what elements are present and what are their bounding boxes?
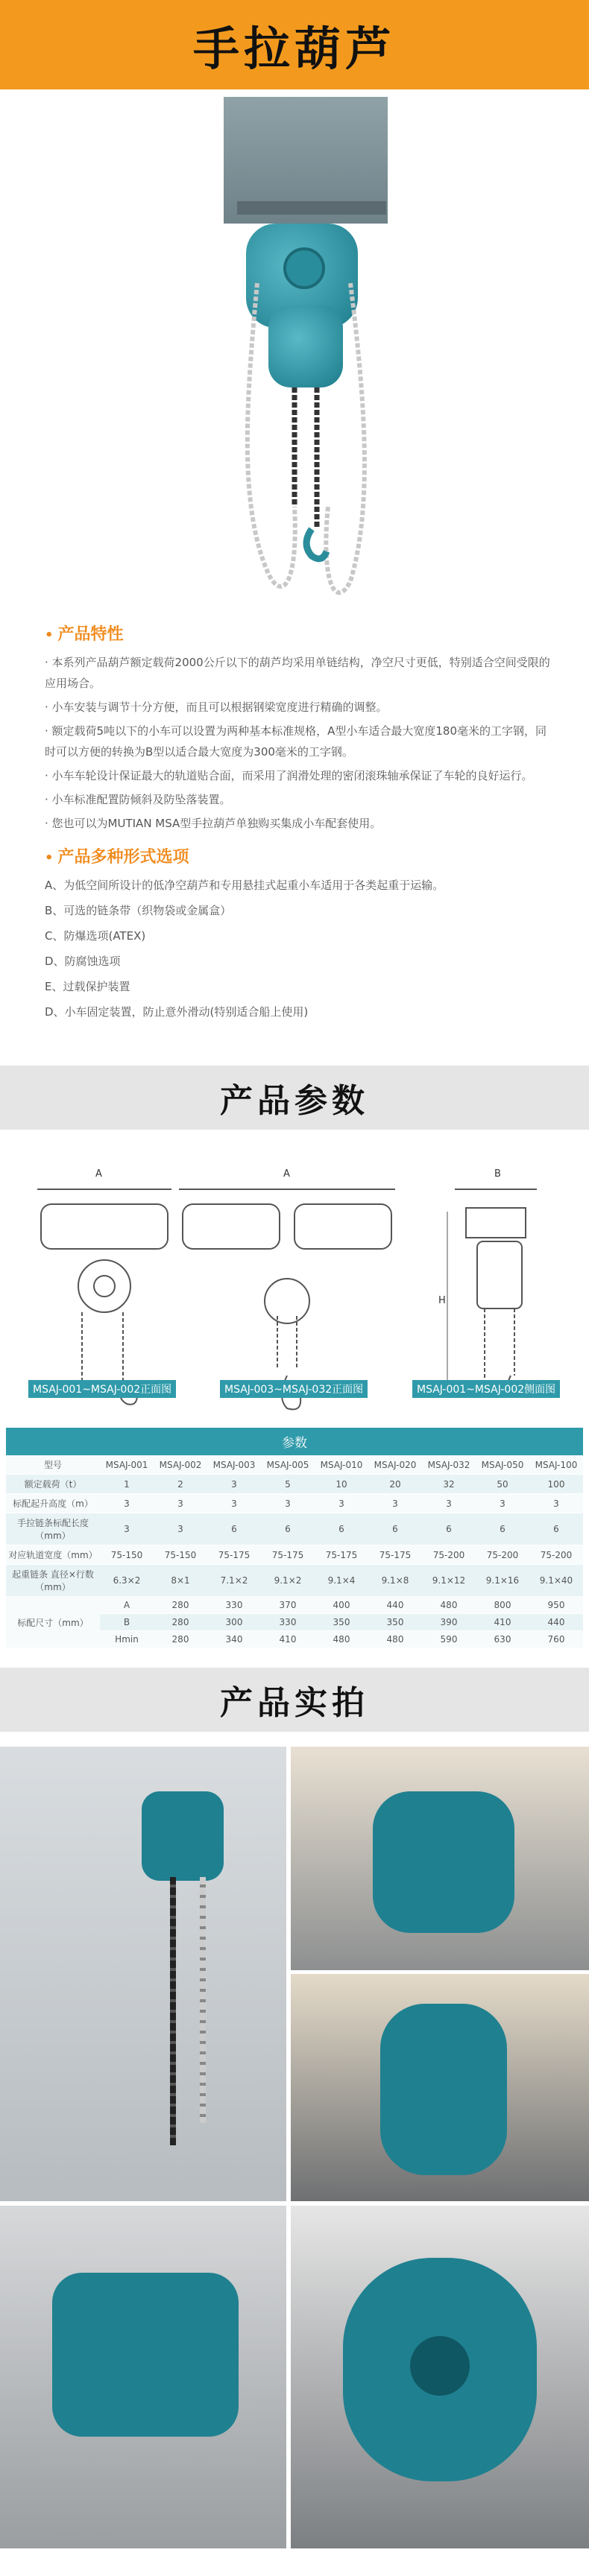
dimension-label-b: B <box>494 1168 501 1180</box>
hero-product-image <box>0 89 589 604</box>
feature-item: · 额定载荷5吨以下的小车可以设置为两种基本标准规格，A型小车适合最大宽度180毫米的工字钢，同时可以方便的转换为B型以适合最大宽度为300毫米的工字钢。 <box>45 724 547 759</box>
feature-item: · 小车标准配置防倾斜及防坠落装置。 <box>45 793 231 806</box>
option-item: D、防腐蚀选项 <box>45 955 121 968</box>
photos-title: 产品实拍 <box>220 1684 369 1722</box>
diagram-caption: MSAJ-001~MSAJ-002侧面图 <box>412 1380 560 1398</box>
params-title: 产品参数 <box>220 1082 369 1120</box>
feature-item: · 小车车轮设计保证最大的轨道贴合面，而采用了润滑处理的密闭滚珠轴承保证了车轮的良好运行。 <box>45 769 533 782</box>
chain-illustration <box>0 89 589 604</box>
table-row: 额定载荷（t） 1 2 3 5 10 20 32 50 100 <box>6 1475 583 1494</box>
feature-item: · 小车安装与调节十分方便，而且可以根据钢梁宽度进行精确的调整。 <box>45 700 388 714</box>
bullet-dot-icon: • <box>45 850 54 866</box>
feature-item: · 您也可以为MUTIAN MSA型手拉葫芦单独购买集成小车配套使用。 <box>45 817 382 830</box>
bullet-dot-icon: • <box>45 627 54 643</box>
option-item: C、防爆选项(ATEX) <box>45 929 146 943</box>
table-row: 起重链条 直径×行数（mm） 6.3×2 8×1 7.1×2 9.1×2 9.1×4 9.1×8 9.1×12 9.1×16 9.1×40 <box>6 1565 583 1597</box>
params-section-header <box>0 1066 589 1130</box>
table-title: 参数 <box>6 1428 583 1455</box>
option-item: A、为低空间所设计的低净空葫芦和专用悬挂式起重小车适用于各类起重于运输。 <box>45 879 444 892</box>
dimension-label-a: A <box>95 1168 102 1180</box>
table-header-row: 型号 MSAJ-001 MSAJ-002 MSAJ-003 MSAJ-005 MSAJ-010 MSAJ-020 MSAJ-032 MSAJ-050 MSAJ-100 <box>6 1455 583 1475</box>
dimension-label-h: H <box>438 1295 446 1306</box>
page-title: 手拉葫芦 <box>192 21 396 76</box>
table-row: 手拉链条标配长度（mm） 3 3 6 6 6 6 6 6 6 <box>6 1513 583 1545</box>
option-item: B、可选的链条带（织物袋或金属盒） <box>45 904 232 917</box>
product-photo <box>0 2206 286 2548</box>
option-item: D、小车固定装置，防止意外滑动(特别适合船上使用) <box>45 1005 309 1019</box>
table-row: 标配起升高度（m） 3 3 3 3 3 3 3 3 3 <box>6 1494 583 1513</box>
features-section <box>0 604 589 1066</box>
features-heading: • 产品特性 <box>45 625 124 644</box>
table-row: 标配尺寸（mm） A 280 330 370 400 440 480 800 950 <box>6 1597 583 1614</box>
dimension-label-a: A <box>283 1168 290 1180</box>
title-banner <box>0 0 589 89</box>
table-row: B 280 300 330 350 350 390 410 440 <box>6 1614 583 1631</box>
product-photo <box>0 1747 286 2201</box>
options-heading: • 产品多种形式选项 <box>45 848 189 867</box>
feature-item: · 本系列产品葫芦额定载荷2000公斤以下的葫芦均采用单链结构，净空尺寸更低，特别适合空间受限的应用场合。 <box>45 656 550 690</box>
product-photo <box>291 1974 589 2201</box>
diagram-caption: MSAJ-003~MSAJ-032正面图 <box>220 1380 368 1398</box>
photos-section-header <box>0 1668 589 1732</box>
parameters-table <box>6 1428 583 1648</box>
option-item: E、过载保护装置 <box>45 980 130 993</box>
product-photo <box>291 2206 589 2548</box>
table-row: Hmin 280 340 410 480 480 590 630 760 <box>6 1631 583 1648</box>
product-photos <box>0 1732 589 2576</box>
diagram-caption: MSAJ-001~MSAJ-002正面图 <box>28 1380 176 1398</box>
technical-diagrams <box>0 1130 589 1428</box>
product-photo <box>291 1747 589 1970</box>
table-row: 对应轨道宽度（mm） 75-150 75-150 75-175 75-175 75-175 75-175 75-200 75-200 75-200 <box>6 1545 583 1565</box>
